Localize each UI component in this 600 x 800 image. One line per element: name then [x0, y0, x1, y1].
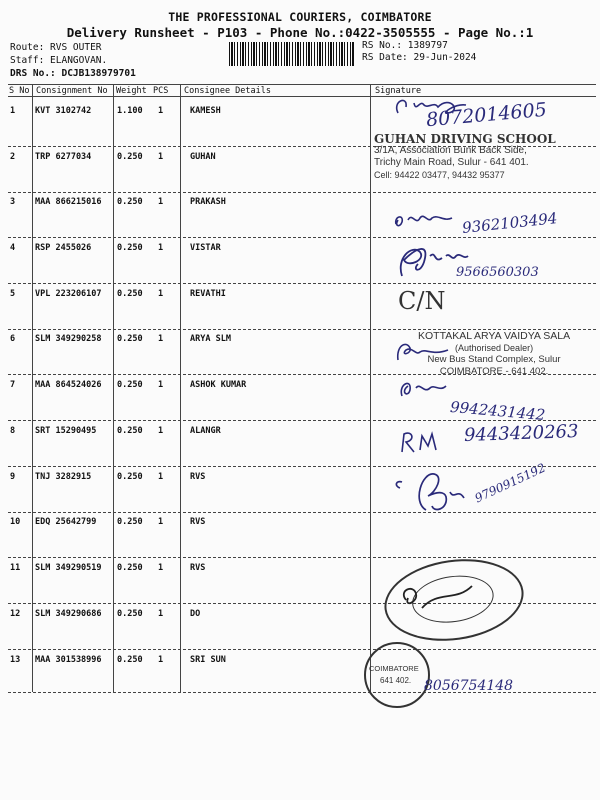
rs-date: RS Date: 29-Jun-2024	[362, 52, 477, 63]
row-pcs: 1	[158, 380, 164, 390]
row-sno: 1	[10, 106, 16, 116]
table-row	[0, 380, 370, 392]
document-title: THE PROFESSIONAL COURIERS, COIMBATORE	[168, 10, 432, 24]
row-divider	[8, 512, 596, 513]
signature-11	[398, 578, 478, 618]
row-sno: 4	[10, 243, 16, 253]
row-consignee: RVS	[190, 563, 206, 573]
row-sno: 6	[10, 334, 16, 344]
guhan-stamp-phone: Cell: 94422 03477, 94432 95377	[374, 170, 505, 180]
row-divider	[8, 557, 596, 558]
row-weight: 0.250	[117, 609, 143, 619]
row-consignee: REVATHI	[190, 289, 226, 299]
table-row	[0, 517, 370, 529]
row-weight: 0.250	[117, 517, 143, 527]
seal-pin: 641 402.	[380, 676, 412, 685]
signature-phone: 9566560303	[456, 265, 539, 280]
row-sno: 2	[10, 152, 16, 162]
row-sno: 13	[10, 655, 21, 665]
row-weight: 0.250	[117, 426, 143, 436]
table-row	[0, 426, 370, 438]
row-consignment: SRT 15290495	[35, 426, 97, 436]
header-pcs: PCS	[153, 86, 169, 96]
table-row	[0, 243, 370, 255]
signature-cn: C/N	[398, 287, 446, 315]
row-sno: 5	[10, 289, 16, 299]
row-consignment: EDQ 25642799	[35, 517, 97, 527]
row-weight: 0.250	[117, 334, 143, 344]
row-consignee: ARYA SLM	[190, 334, 231, 344]
row-divider	[8, 192, 596, 193]
row-pcs: 1	[158, 472, 164, 482]
row-consignee: RVS	[190, 517, 206, 527]
row-pcs: 1	[158, 152, 164, 162]
table-row	[0, 563, 370, 575]
table-row	[0, 472, 370, 484]
row-consignment: SLM 349290258	[35, 334, 102, 344]
row-consignment: KVT 3102742	[35, 106, 92, 116]
row-consignee: GUHAN	[190, 152, 216, 162]
arya-stamp-name: KOTTAKAL ARYA VAIDYA SALA	[418, 330, 571, 342]
row-consignee: KAMESH	[190, 106, 221, 116]
header-consignee: Consignee Details	[184, 86, 271, 96]
header-consignment: Consignment No	[36, 86, 108, 96]
row-sno: 9	[10, 472, 16, 482]
arya-stamp-address: New Bus Stand Complex, Sulur	[427, 354, 561, 365]
rs-number: RS No.: 1389797	[362, 40, 448, 51]
row-weight: 0.250	[117, 289, 143, 299]
signature-8	[396, 428, 446, 456]
signature-9	[392, 462, 482, 518]
arya-stamp-subtitle: (Authorised Dealer)	[455, 343, 534, 353]
row-weight: 0.250	[117, 380, 143, 390]
header-weight: Weight	[116, 86, 147, 96]
table-row	[0, 197, 370, 209]
row-consignee: SRI SUN	[190, 655, 226, 665]
signature-phone: 9362103494	[461, 209, 559, 237]
row-weight: 0.250	[117, 563, 143, 573]
table-row	[0, 609, 370, 621]
table-row	[0, 334, 370, 346]
staff-label: Staff: ELANGOVAN.	[10, 55, 108, 66]
row-consignment: SLM 349290686	[35, 609, 102, 619]
row-consignment: VPL 223206107	[35, 289, 102, 299]
row-divider	[8, 237, 596, 238]
guhan-stamp-name: GUHAN DRIVING SCHOOL	[374, 132, 556, 146]
signature-phone: 9790915192	[472, 460, 548, 506]
row-consignee: ASHOK KUMAR	[190, 380, 247, 390]
row-sno: 8	[10, 426, 16, 436]
table-row	[0, 655, 370, 667]
row-weight: 0.250	[117, 197, 143, 207]
row-divider	[8, 466, 596, 467]
row-consignee: PRAKASH	[190, 197, 226, 207]
row-pcs: 1	[158, 426, 164, 436]
row-pcs: 1	[158, 334, 164, 344]
row-consignment: MAA 864524026	[35, 380, 102, 390]
row-pcs: 1	[158, 655, 164, 665]
row-pcs: 1	[158, 517, 164, 527]
guhan-stamp-address-2: Trichy Main Road, Sulur - 641 401.	[374, 157, 529, 168]
row-consignment: SLM 349290519	[35, 563, 102, 573]
row-sno: 3	[10, 197, 16, 207]
row-consignee: DO	[190, 609, 201, 619]
row-pcs: 1	[158, 563, 164, 573]
row-weight: 0.250	[117, 243, 143, 253]
seal-city: COIMBATORE	[369, 664, 419, 673]
row-weight: 0.250	[117, 655, 143, 665]
guhan-stamp-address-1: 3/1A, Association Bunk Back Side,	[374, 145, 527, 156]
row-consignment: TNJ 3282915	[35, 472, 92, 482]
arya-stamp-city: COIMBATORE - 641 402.	[439, 366, 549, 377]
table-row	[0, 289, 370, 301]
row-consignment: RSP 2455026	[35, 243, 92, 253]
row-consignee: ALANGR	[190, 426, 221, 436]
barcode	[229, 42, 355, 66]
table-row	[0, 106, 370, 118]
row-consignment: MAA 301538996	[35, 655, 102, 665]
row-weight: 1.100	[117, 106, 143, 116]
drs-number: DRS No.: DCJB138979701	[10, 68, 136, 79]
row-sno: 12	[10, 609, 21, 619]
header-sno: S No	[9, 86, 30, 96]
row-consignment: MAA 866215016	[35, 197, 102, 207]
route-label: Route: RVS OUTER	[10, 42, 102, 53]
signature-3	[392, 206, 462, 230]
guhan-stamp	[374, 133, 556, 181]
signature-7	[396, 374, 456, 402]
row-consignee: RVS	[190, 472, 206, 482]
runsheet-heading: Delivery Runsheet - P103 - Phone No.:0422-3505555 - Page No.:1	[66, 25, 534, 40]
row-divider	[8, 283, 596, 284]
table-row	[0, 152, 370, 164]
signature-phone: 8056754148	[424, 678, 514, 694]
signature-6	[392, 336, 452, 364]
row-consignee: VISTAR	[190, 243, 221, 253]
row-pcs: 1	[158, 609, 164, 619]
row-divider	[8, 649, 596, 650]
signature-phone: 9443420263	[463, 421, 579, 446]
row-pcs: 1	[158, 289, 164, 299]
row-weight: 0.250	[117, 152, 143, 162]
header-signature: Signature	[375, 86, 422, 96]
row-sno: 7	[10, 380, 16, 390]
row-sno: 11	[10, 563, 21, 573]
row-sno: 10	[10, 517, 21, 527]
row-weight: 0.250	[117, 472, 143, 482]
row-consignment: TRP 6277034	[35, 152, 92, 162]
row-pcs: 1	[158, 243, 164, 253]
coimbatore-seal	[364, 642, 430, 708]
signature-phone: 9942431442	[449, 397, 547, 425]
row-pcs: 1	[158, 197, 164, 207]
row-pcs: 1	[158, 106, 164, 116]
signature-phone: 8072014605	[425, 98, 548, 132]
